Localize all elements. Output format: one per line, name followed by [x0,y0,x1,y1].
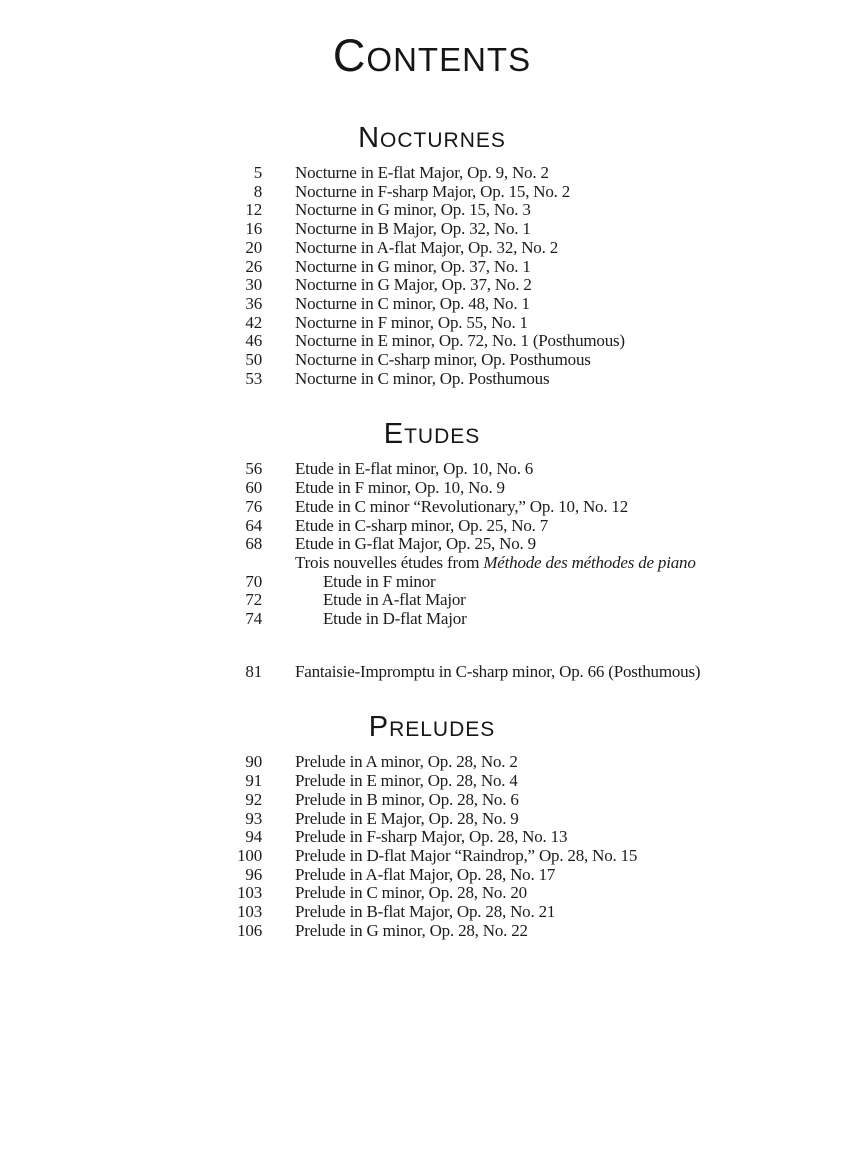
toc-page-number: 100 [237,845,262,865]
toc-entry-title: Etude in C minor “Revolutionary,” Op. 10, No. 12 [295,496,629,516]
toc-entry-title: Nocturne in F minor, Op. 55, No. 1 [295,312,528,332]
section-heading: ETUDES [383,418,481,451]
toc-entry-title: Prelude in E minor, Op. 28, No. 4 [295,771,518,791]
toc-entry-title: Prelude in B-flat Major, Op. 28, No. 21 [295,902,556,922]
toc-row [0,314,864,333]
toc-page-number: 103 [237,883,262,903]
toc-entry-title: Prelude in C minor, Op. 28, No. 20 [295,883,527,903]
toc-page-number: 70 [245,571,262,591]
toc-page-number: 91 [245,771,262,791]
page-title: CONTENTS [332,30,532,81]
toc-entry-title: Etude in D-flat Major [323,609,467,629]
toc-row [0,772,864,791]
section-heading: PRELUDES [368,711,496,744]
toc-section-preludes [0,713,864,940]
toc-page-number: 96 [245,864,262,884]
toc-row [0,884,864,903]
toc-page-number: 64 [245,515,262,535]
toc-row [0,866,864,885]
toc-page-number: 26 [245,256,262,276]
toc-page-number: 92 [245,789,262,809]
toc-page-number: 12 [245,200,262,220]
toc-row [0,791,864,810]
toc-row [0,517,864,536]
toc-row [0,828,864,847]
toc-row [0,370,864,389]
toc-entry-title: Prelude in D-flat Major “Raindrop,” Op. 28, No. 15 [295,845,638,865]
toc-row [0,183,864,202]
toc-rows [0,753,864,940]
toc-row [0,847,864,866]
toc-row [0,332,864,351]
toc-section-nocturnes [0,124,864,388]
toc-entry-title-italic: Méthode des méthodes de piano [483,552,696,572]
toc-rows [0,663,864,682]
toc-page-number: 5 [253,163,262,182]
toc-entry-title: Nocturne in G Major, Op. 37, No. 2 [295,275,532,295]
toc-page-number: 8 [253,181,262,201]
toc-page-number: 90 [245,752,262,772]
toc-entry-title: Nocturne in C-sharp minor, Op. Posthumous [295,350,591,370]
toc-row [0,295,864,314]
toc-entry-title: Prelude in E Major, Op. 28, No. 9 [295,808,519,828]
toc-entry-title: Nocturne in C minor, Op. Posthumous [295,368,550,388]
toc-row [0,591,864,610]
toc-page-number: 42 [245,312,262,332]
toc-entry-title: Prelude in G minor, Op. 28, No. 22 [295,920,528,940]
toc-row [0,573,864,592]
toc-entry-title: Etude in G-flat Major, Op. 25, No. 9 [295,534,536,554]
toc-page-number: 30 [245,275,262,295]
toc-page-number: 81 [245,661,262,681]
toc-page-number: 68 [245,534,262,554]
toc-page-number: 106 [237,920,262,940]
toc-row [0,164,864,183]
toc-entry-title: Fantaisie-Impromptu in C-sharp minor, Op. 66 (Posthumous) [295,661,701,681]
toc-page-number: 53 [245,368,262,388]
toc-page-number: 74 [245,609,262,629]
toc-sections [0,124,864,941]
toc-page-number: 50 [245,350,262,370]
toc-row [0,753,864,772]
toc-page-number: 60 [245,478,262,498]
toc-entry-title: Prelude in A minor, Op. 28, No. 2 [295,752,518,772]
toc-row [0,535,864,554]
toc-page-number: 16 [245,219,262,239]
toc-page-number: 94 [245,827,262,847]
toc-entry-title: Etude in F minor [323,571,436,591]
toc-entry-title: Nocturne in A-flat Major, Op. 32, No. 2 [295,237,558,257]
toc-row [0,239,864,258]
toc-rows [0,460,864,628]
toc-page-number: 103 [237,902,262,922]
toc-row [0,351,864,370]
toc-page-number: 93 [245,808,262,828]
toc-row [0,922,864,941]
toc-entry-title: Etude in A-flat Major [323,590,466,610]
toc-row [0,460,864,479]
toc-entry-title: Nocturne in G minor, Op. 37, No. 1 [295,256,531,276]
toc-row [0,276,864,295]
toc-row [0,498,864,517]
toc-section [0,663,864,682]
toc-section-etudes [0,420,864,628]
toc-entry-title: Etude in F minor, Op. 10, No. 9 [295,478,505,498]
toc-entry-title: Nocturne in B Major, Op. 32, No. 1 [295,219,531,239]
toc-entry-title: Prelude in A-flat Major, Op. 28, No. 17 [295,864,556,884]
toc-entry-title: Nocturne in F-sharp Major, Op. 15, No. 2 [295,181,571,201]
toc-entry-title: Etude in E-flat minor, Op. 10, No. 6 [295,459,534,479]
toc-row [0,201,864,220]
toc-entry-title: Prelude in F-sharp Major, Op. 28, No. 13 [295,827,568,847]
toc-entry-title: Nocturne in E-flat Major, Op. 9, No. 2 [295,163,549,182]
toc-entry-title: Nocturne in G minor, Op. 15, No. 3 [295,200,531,220]
toc-row [0,554,864,573]
toc-row [0,903,864,922]
toc-page-number: 76 [245,496,262,516]
toc-row [0,479,864,498]
toc-page-number: 56 [245,459,262,479]
section-heading: NOCTURNES [358,122,506,154]
toc-row [0,258,864,277]
toc-entry-title: Etude in C-sharp minor, Op. 25, No. 7 [295,515,549,535]
toc-row [0,610,864,629]
toc-row [0,810,864,829]
toc-entry-title: Nocturne in C minor, Op. 48, No. 1 [295,293,530,313]
toc-page-number [0,554,262,573]
toc-entry-title: Trois nouvelles études from Méthode des méthodes de piano [295,552,696,572]
toc-entry-title: Nocturne in E minor, Op. 72, No. 1 (Posthumous) [295,331,625,351]
toc-rows [0,164,864,388]
toc-row [0,220,864,239]
toc-page-number: 20 [245,237,262,257]
toc-entry-title: Prelude in B minor, Op. 28, No. 6 [295,789,519,809]
toc-page-number: 72 [245,590,262,610]
toc-page-number: 46 [245,331,262,351]
toc-row [0,663,864,682]
toc-page-number: 36 [245,293,262,313]
